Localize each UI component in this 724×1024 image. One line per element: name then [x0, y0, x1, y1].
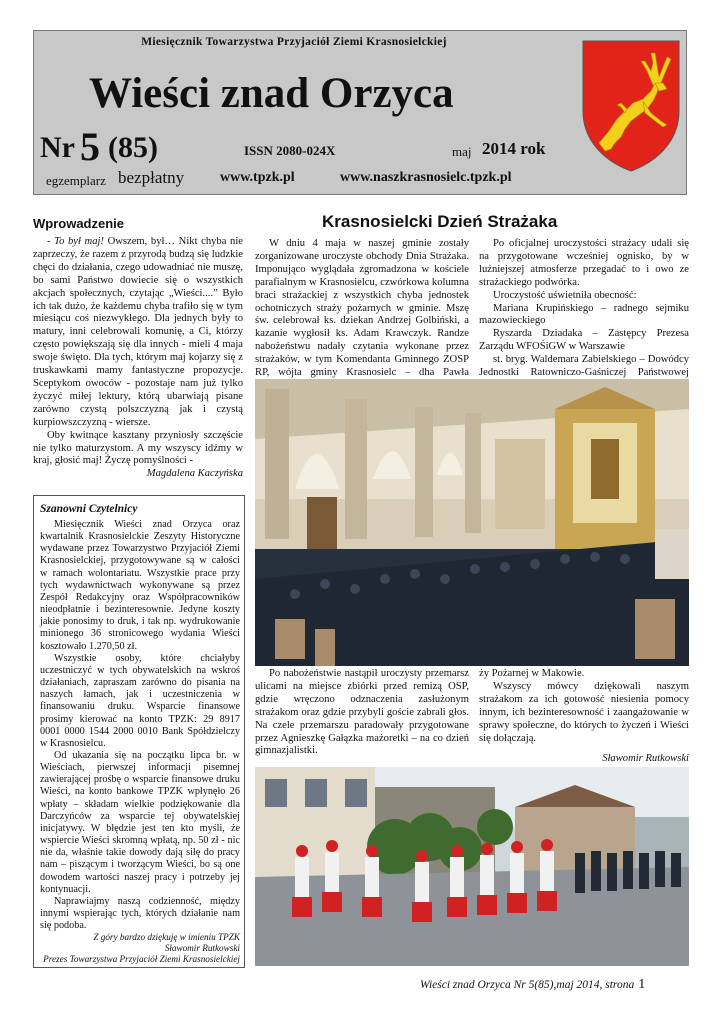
issue-month: maj: [452, 144, 472, 159]
article-column-3: [255, 668, 469, 758]
readers-notice-signature: [40, 932, 240, 965]
article-signature: Sławomir Rutkowski: [602, 753, 689, 765]
issue-total-number: (85): [108, 131, 158, 164]
website-link-tpzk[interactable]: www.tpzk.pl: [220, 170, 295, 185]
issue-number: 5: [80, 124, 100, 169]
readers-signature-role: Prezes Towarzystwa Przyjaciół Ziemi Krasnosielckiej: [43, 954, 240, 965]
publisher-line: Miesięcznik Towarzystwa Przyjaciół Ziemi Krasnosielckiej: [141, 36, 447, 48]
intro-heading: Wprowadzenie: [33, 216, 125, 231]
issn: ISSN 2080-024X: [244, 143, 336, 158]
page-footer: [420, 977, 645, 993]
article-paragraph-bonfire: Po oficjalnej uroczystości strażacy udali się na przygotowane wcześniej ognisko, by w luźniejszej atmosferze przegadać to i owo ze strażackiego podwórka.: [479, 238, 689, 288]
readers-signature-name: Sławomir Rutkowski: [164, 943, 240, 954]
article-column-2: [479, 238, 689, 393]
copy-label: egzemplarz: [46, 173, 106, 188]
article-heading: Krasnosielcki Dzień Strażaka: [322, 212, 558, 231]
article-guest-1: Mariana Krupińskiego – radnego sejmiku mazowieckiego: [479, 302, 689, 327]
article-paragraph-thanks: Wszyscy mówcy dziękowali naszym strażakom za ich gotowość niesienia pomocy innym, ich bezinteresowność i zaangażowanie w sprawy społeczne, do których to życzeń i Wieści się dołączają.: [479, 680, 689, 744]
article-guests-intro: Uroczystość uświetniła obecność:: [493, 289, 637, 301]
article-guest-3-continued: ży Pożarnej w Makowie.: [479, 668, 585, 679]
readers-paragraph-4: Naprawiajmy naszą codzienność, między innymi wspierając tych, których działanie nam się podoba.: [40, 895, 240, 932]
issue-label: Nr: [40, 131, 75, 164]
masthead: [33, 30, 687, 195]
footer-issue-text: Wieści znad Orzyca Nr 5(85),maj 2014, strona: [420, 979, 635, 991]
readers-paragraph-3: Od ukazania się na początku lipca br. w Wieściach, pierwszej informacji pisemnej zawierającej prośbę o wsparcie finansowe druku Wieści, na konto bankowe TPZK wpłynęło 26 wpłaty – składam wielkie podziękowanie dla Darczyńców za wsparcie tej obywatelskiej inicjatywy. W błędzie jest ten kto myśli, że wspiercie Wieści skromną wpłatą, np. 50 zł - nic nie da, właśnie takie dowody dają siłę do pracy nam – piszącym i tworzącym Wieści, bo są one dowodem wartości naszej pracy i potrzeby jej kontynuacji.: [40, 749, 240, 895]
majorettes-parade-photo: [255, 767, 689, 966]
page-number: 1: [638, 977, 646, 992]
readers-notice-box: [33, 495, 245, 968]
church-interior-photo: [255, 379, 689, 666]
article-guest-3: st. bryg. Waldemara Zabielskiego – Dowódcy Jednostki Ratowniczo-Gaśniczej Państwowej: [479, 354, 689, 379]
intro-paragraph-2: Oby kwitnące kasztany przyniosły szczęście nie tylko maturzystom. A my wszyscy idźmy w kraj, głosić maj! Życzę pomyślności -: [33, 429, 243, 467]
article-paragraph-parade: Po nabożeństwie nastąpił uroczysty przemarsz ulicami na miejsce zbiórki przed remizą OSP, gdzie wręczono odznaczenia zasłużonym strażakom oraz gdzie przybyli goście zabrali głos. Na czele przemarszu paradowały przygotowane przez Agnieszkę Gałązka mażoretki – na co dzień gimnazjalistki.: [255, 668, 469, 757]
article-guest-2: Ryszarda Dziadaka – Zastępcy Prezesa Zarządu WFOŚiGW w Warszawie: [479, 328, 689, 353]
readers-notice-body: [40, 519, 240, 932]
article-column-4: [479, 668, 689, 766]
intro-signature: Magdalena Kaczyńska: [146, 468, 243, 480]
article-column-1: [255, 238, 469, 393]
readers-signature-thanks: Z góry bardzo dziękuję w imieniu TPZK: [93, 932, 240, 943]
readers-paragraph-1: Miesięcznik Wieści znad Orzyca oraz kwartalnik Krasnosielckie Zeszyty Historyczne wydawane przez Towarzystwo Przyjaciół Ziemi Krasnosielckiej, przygotowywane są w całości w ramach wolontariatu. Wszystkie prace przy tych wydawnictwach wykonywane są przez Zespół Redakcyjny oraz Współpracowników nieodpłatnie i bezinteresownie. Jedyne koszty jakie ponosimy to druk, i tak np. wydrukowanie minionego 36 stronicowego wydania Wieści kosztowało 1.270,50 zł.: [40, 519, 240, 652]
readers-paragraph-2: Wszystkie osoby, które chciałyby uczestniczyć w tych obywatelskich na wskroś działaniach, zapraszam zarówno do pisania na naszych łamach, jak i uczestniczenia w finansowaniu druku. Wsparcie finansowe prosimy kierować na konto TPZK: 29 8917 0001 0000 1544 2000 0010 Bank Spółdzielczy w Krasnosielcu.: [40, 652, 240, 749]
article-paragraph-mass: W dniu 4 maja w naszej gminie zostały zorganizowane uroczyste obchody Dnia Strażaka. Imponująco wyglądała zgromadzona w kościele parafialnym w Krasnosielcu, czwórkowa kolumna braci strażackiej z wszystkich chyba jednostek ochotniczych straży pożarnych w gminie. Mszę św. celebrował ks. dziekan Andrzej Golbiński, a kazanie wygłosił ks. Adam Krawczyk. Randze nabożeństwu nadały czytania wykonane przez strażaków, w tym Komendanta Gminnego ZOSP RP, wójta gminy Krasnosielc – dha Pawła: [255, 238, 469, 379]
readers-notice-heading: Szanowni Czytelnicy: [40, 503, 138, 515]
intro-article: [33, 236, 243, 481]
intro-lead: - To był maj!: [47, 236, 104, 247]
copy-price: bezpłatny: [118, 168, 185, 187]
newspaper-title: Wieści znad Orzyca: [89, 70, 454, 117]
coat-of-arms-icon: [581, 39, 681, 174]
website-link-naszkrasnosielc[interactable]: www.naszkrasnosielc.tpzk.pl: [340, 170, 512, 185]
issue-year: 2014 rok: [482, 139, 546, 158]
intro-paragraph-1: Owszem, był… Nikt chyba nie zaprzeczy, że razem z przyrodą budzą się ludzkie chęci do działania, czego udowadniać nie muszę, bo sami Państwo dowiecie się o wszystkich akcjach społecznych, czytając „Wieści....” Było ich tak dużo, że każdemu chyba trafiło się w tym miesiącu coś niezwykłego. Dla jednych były to matury, inni celebrowali komunię, a Ci, którzy często powiększają się dla innych - mieli 4 maja swoje święto. Dla tych, którym maj kojarzy się z truskawkami mamy fantastyczne propozycje. Sceptykom owoców - pozostaje nam już tylko życzyć miłej lektury, którą ubarwiają pisane zarówno czystą polszczyzną jak i czystą kurpiowszczyzną - wiersze.: [33, 236, 243, 428]
